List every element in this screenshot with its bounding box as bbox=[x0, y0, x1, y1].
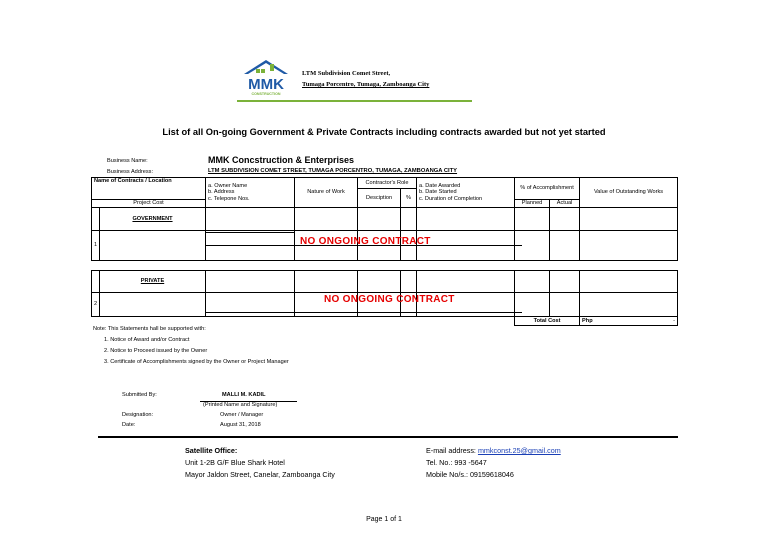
header-accomplishment: % of Accomplishment bbox=[515, 178, 580, 200]
satellite-office-line1: Unit 1-2B G/F Blue Shark Hotel bbox=[185, 458, 285, 467]
business-name-value: MMK Concstruction & Enterprises bbox=[208, 155, 355, 165]
header-divider bbox=[237, 100, 472, 102]
page-title: List of all On-going Government & Private Contracts including contracts awarded but not yet started bbox=[162, 127, 606, 137]
footer-divider bbox=[98, 436, 678, 438]
total-cost-value bbox=[580, 317, 678, 326]
header-role: Contractor's Role bbox=[358, 178, 417, 189]
designation-value: Owner / Manager bbox=[220, 412, 264, 418]
designation-label: Designation: bbox=[122, 412, 154, 418]
submitted-name: MALLI M. KADIL bbox=[222, 392, 266, 398]
company-logo bbox=[240, 58, 292, 98]
email-line bbox=[426, 446, 561, 455]
satellite-office-line2: Mayor Jaldon Street, Canelar, Zamboanga City bbox=[185, 470, 335, 479]
date-value: August 31, 2018 bbox=[220, 422, 261, 428]
logo-text: MMK bbox=[248, 76, 284, 93]
mobile: Mobile No/s.: 09159618046 bbox=[426, 470, 514, 479]
printed-name-caption: (Printed Name and Signature) bbox=[203, 402, 278, 408]
header-nature: Nature of Work bbox=[295, 178, 358, 208]
submitted-label: Submitted By: bbox=[122, 392, 157, 398]
no-contract-private: NO ONGOING CONTRACT bbox=[324, 294, 455, 305]
php-label: Php bbox=[582, 317, 593, 324]
header-value: Value of Outstanding Works bbox=[580, 178, 678, 208]
notes-intro: Note: This Statements hall be supported with: bbox=[93, 326, 206, 332]
page-number: Page 1 of 1 bbox=[366, 516, 402, 523]
date-label: Date: bbox=[122, 422, 136, 428]
row-number: 1 bbox=[92, 231, 100, 261]
header-planned: Planned bbox=[515, 200, 550, 208]
section-private: PRIVATE bbox=[100, 271, 206, 293]
email-label: E-mail address: bbox=[426, 446, 478, 455]
header-address-line1: LTM Subdivision Comet Street, bbox=[302, 70, 391, 77]
notes-item: 2. Notice to Proceed issued by the Owner bbox=[104, 348, 208, 354]
header-contract-cell bbox=[92, 178, 206, 200]
no-contract-government: NO ONGOING CONTRACT bbox=[300, 236, 431, 247]
row1-line bbox=[206, 232, 294, 233]
header-dates-cell bbox=[417, 178, 515, 208]
notes-item: 1. Notice of Award and/or Contract bbox=[104, 337, 190, 343]
header-owner-b: b. Address bbox=[208, 189, 235, 196]
notes-item: 3. Certificate of Accomplishments signed by the Owner or Project Manager bbox=[104, 359, 289, 365]
total-cost-label: Total Cost bbox=[515, 317, 580, 326]
header-date-b: b. Date Started bbox=[419, 189, 457, 196]
satellite-office-label: Satellite Office: bbox=[185, 446, 238, 455]
telephone: Tel. No.: 993 -5647 bbox=[426, 458, 487, 467]
header-percent: % bbox=[401, 189, 417, 208]
section-government: GOVERNMENT bbox=[100, 208, 206, 231]
email-link[interactable]: mmkconst.25@gmail.com bbox=[477, 446, 561, 455]
header-project-cost: Project Cost bbox=[92, 200, 206, 208]
header-date-c: c. Duration of Completion bbox=[419, 195, 483, 202]
header-owner-c: c. Telepone Nos. bbox=[208, 195, 250, 202]
header-address-line2: Tumaga Porcentro, Tumaga, Zamboanga City bbox=[302, 81, 430, 88]
total-dash: - bbox=[673, 317, 676, 324]
row2-line bbox=[206, 312, 522, 313]
logo-subtext: CONSTRUCTION bbox=[251, 92, 281, 96]
row-number: 2 bbox=[92, 293, 100, 317]
header-actual: Actual bbox=[550, 200, 580, 208]
business-address-label: Business Address: bbox=[107, 169, 154, 175]
header-date-a: a. Date Awarded bbox=[419, 182, 461, 189]
header-description: Desciption bbox=[358, 189, 401, 208]
header-contract: Name of Contracts / Location bbox=[94, 178, 172, 184]
header-owner-a: a. Owner Name bbox=[208, 182, 248, 189]
business-name-label: Business Name: bbox=[107, 158, 148, 164]
header-owner-cell bbox=[206, 178, 295, 208]
business-address-value: LTM SUBDIVISION COMET STREET, TUMAGA PORCENTRO, TUMAGA, ZAMBOANGA CITY bbox=[208, 168, 458, 174]
